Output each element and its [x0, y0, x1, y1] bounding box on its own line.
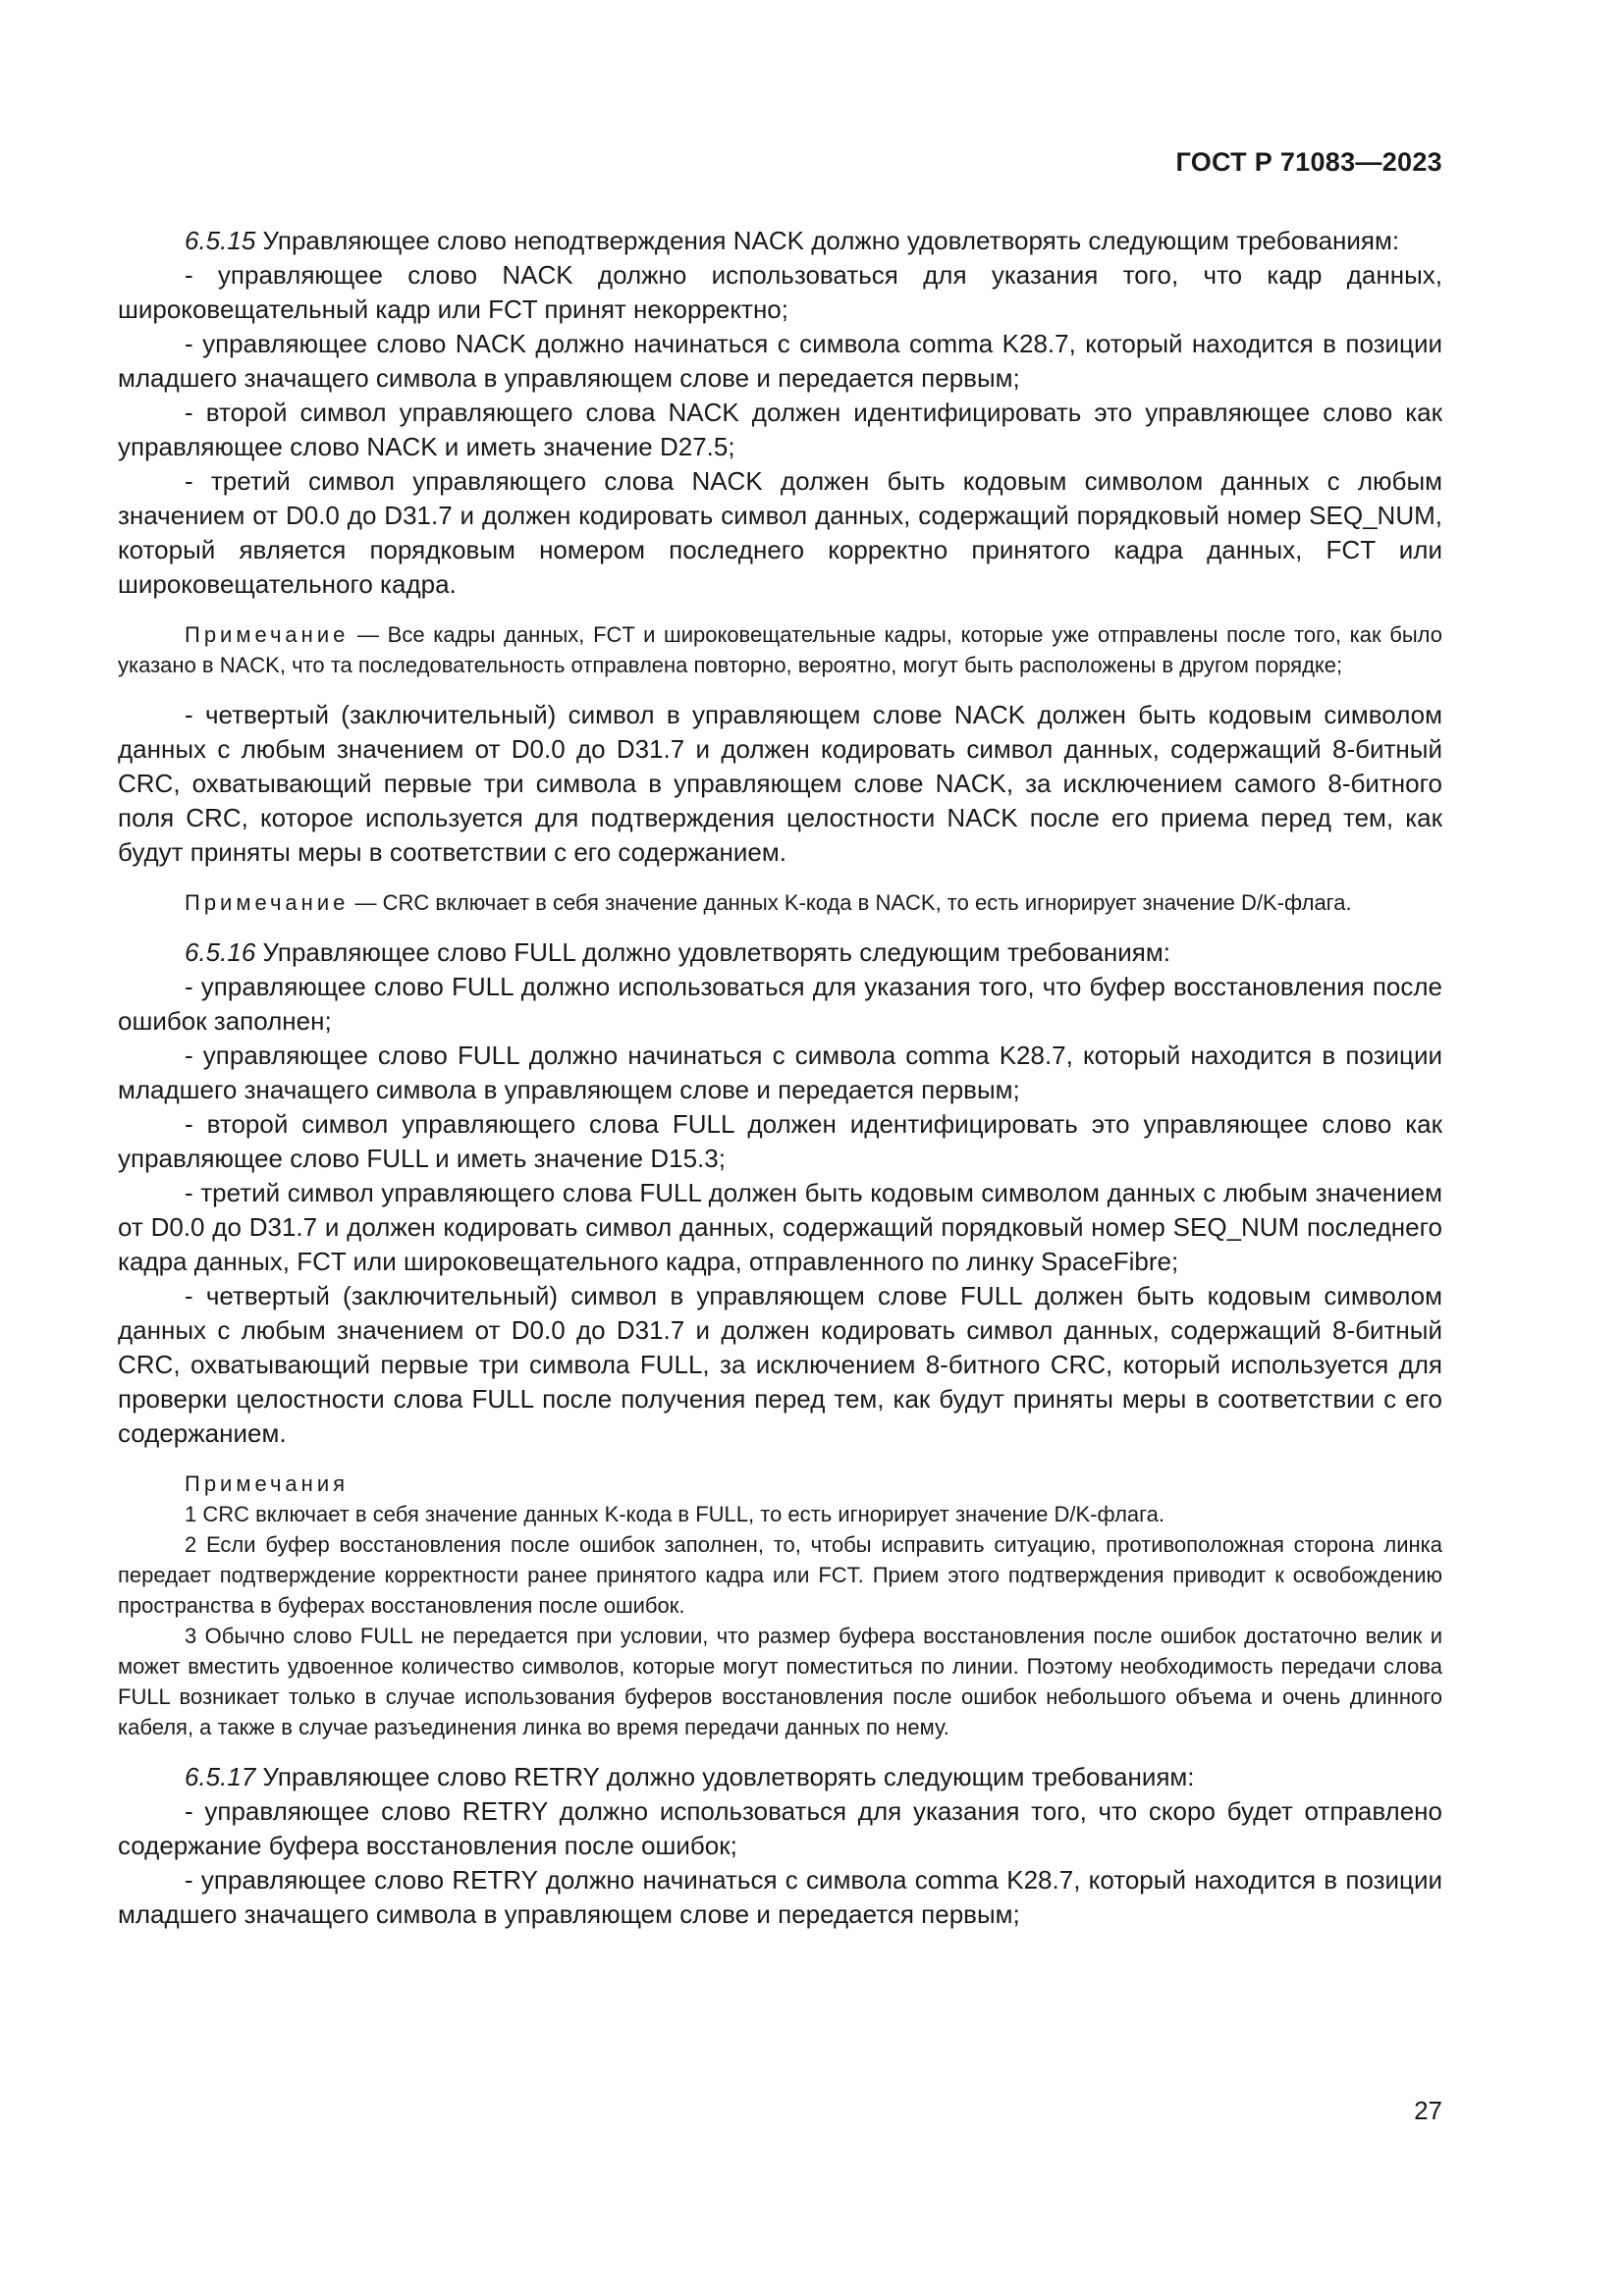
list-item: - управляющее слово NACK должно начинаться с символа comma K28.7, который находится в позиции младшего значащего символа в управляющем слове и передается первым;	[118, 329, 1442, 393]
note-item: 1 CRC включает в себя значение данных K-кода в FULL, то есть игнорирует значение D/K-флага.	[185, 1502, 1165, 1526]
notes-label: Примечания	[185, 1471, 350, 1496]
clause-text: Управляющее слово RETRY должно удовлетворять следующим требованиям:	[262, 1762, 1195, 1791]
clause-text: Управляющее слово FULL должно удовлетворять следующим требованиям:	[262, 937, 1170, 967]
note	[118, 619, 1442, 680]
clause-number: 6.5.16	[185, 937, 256, 967]
note	[118, 887, 1442, 918]
list-item: - четвертый (заключительный) символ в управляющем слове NACK должен быть кодовым символом данных с любым значением от D0.0 до D31.7 и должен кодировать символ данных, содержащий 8-битный CRC, охватывающий первые три символа в управляющем слове NACK, за исключением самого 8-битного поля CRC, которое используется для подтверждения целостности NACK после его приема перед тем, как будут приняты меры в соответствии с его содержанием.	[118, 700, 1442, 867]
clause-text: Управляющее слово неподтверждения NACK должно удовлетворять следующим требованиям:	[262, 226, 1400, 255]
list-item: - управляющее слово NACK должно использоваться для указания того, что кадр данных, широковещательный кадр или FCT принят некорректно;	[118, 260, 1442, 324]
page-content	[118, 224, 1442, 1932]
note-label: Примечание	[185, 622, 350, 647]
list-item: - управляющее слово RETRY должно начинаться с символа comma K28.7, который находится в позиции младшего значащего символа в управляющем слове и передается первым;	[118, 1865, 1442, 1929]
clause-6-5-17-intro	[118, 1760, 1442, 1794]
list-item: - управляющее слово RETRY должно использоваться для указания того, что скоро будет отправлено содержание буфера восстановления после ошибок;	[118, 1796, 1442, 1860]
clause-6-5-15-intro	[118, 224, 1442, 258]
list-item: - третий символ управляющего слова FULL должен быть кодовым символом данных с любым значением от D0.0 до D31.7 и должен кодировать символ данных, содержащий порядковый номер SEQ_NUM последнего кадра данных, FCT или широковещательного кадра, отправленного по линку SpaceFibre;	[118, 1178, 1442, 1276]
notes	[118, 1468, 1442, 1742]
note-text: — CRC включает в себя значение данных K-кода в NACK, то есть игнорирует значение D/K-флага.	[349, 890, 1352, 915]
list-item: - второй символ управляющего слова FULL должен идентифицировать это управляющее слово как управляющее слово FULL и иметь значение D15.3;	[118, 1109, 1442, 1173]
note-item: 3 Обычно слово FULL не передается при условии, что размер буфера восстановления после ошибок достаточно велик и может вместить удвоенное количество символов, которые могут поместиться по линии. Поэтому необходимость передачи слова FULL возникает только в случае использования буферов восстановления после ошибок небольшого объема и очень длинного кабеля, а также в случае разъединения линка во время передачи данных по нему.	[118, 1624, 1442, 1739]
page-number: 27	[1414, 2096, 1442, 2125]
clause-number: 6.5.17	[185, 1762, 256, 1791]
note-label: Примечание	[185, 890, 350, 915]
note-text: — Все кадры данных, FCT и широковещательные кадры, которые уже отправлены после того, как было указано в NACK, что та последовательность отправлена повторно, вероятно, могут быть расположены в другом порядке;	[118, 622, 1442, 677]
clause-number: 6.5.15	[185, 226, 256, 255]
note-item: 2 Если буфер восстановления после ошибок заполнен, то, чтобы исправить ситуацию, противоположная сторона линка передает подтверждение корректности ранее принятого кадра или FCT. Прием этого подтверждения приводит к освобождению пространства в буферах восстановления после ошибок.	[118, 1532, 1442, 1618]
list-item: - второй символ управляющего слова NACK должен идентифицировать это управляющее слово как управляющее слово NACK и иметь значение D27.5;	[118, 398, 1442, 461]
list-item: - управляющее слово FULL должно начинаться с символа comma K28.7, который находится в позиции младшего значащего символа в управляющем слове и передается первым;	[118, 1041, 1442, 1104]
list-item: - четвертый (заключительный) символ в управляющем слове FULL должен быть кодовым символом данных с любым значением от D0.0 до D31.7 и должен кодировать символ данных, содержащий 8-битный CRC, охватывающий первые три символа FULL, за исключением 8-битного CRC, который используется для проверки целостности слова FULL после получения перед тем, как будут приняты меры в соответствии с его содержанием.	[118, 1281, 1442, 1448]
list-item: - управляющее слово FULL должно использоваться для указания того, что буфер восстановления после ошибок заполнен;	[118, 972, 1442, 1036]
clause-6-5-16-intro	[118, 935, 1442, 970]
document-header: ГОСТ Р 71083—2023	[1175, 147, 1442, 177]
list-item: - третий символ управляющего слова NACK должен быть кодовым символом данных с любым значением от D0.0 до D31.7 и должен кодировать символ данных, содержащий порядковый номер SEQ_NUM, который является порядковым номером последнего корректно принятого кадра данных, FCT или широковещательного кадра.	[118, 466, 1442, 599]
